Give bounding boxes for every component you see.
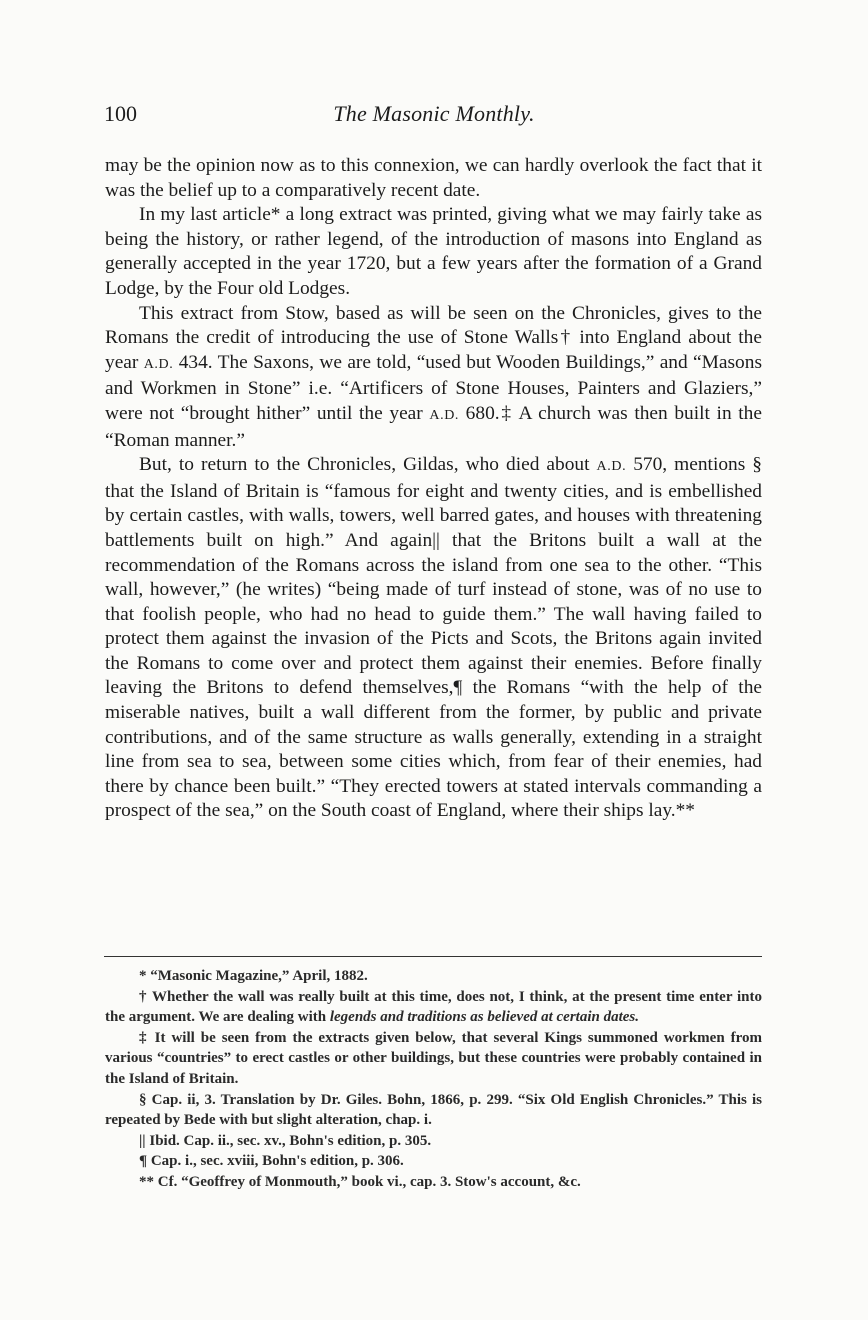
paragraph-1: may be the opinion now as to this connexion, we can hardly overlook the fact that it was the belief up to a comparatively recent date.: [105, 155, 762, 201]
footnotes: [105, 966, 762, 1193]
footnote-7: ** Cf. “Geoffrey of Monmouth,” book vi., cap. 3. Stow's account, &c.: [139, 1173, 581, 1190]
footnote-divider: [104, 956, 762, 957]
paragraph-3-text-c: 680.‡ A church was then built in the “Roman manner.”: [105, 402, 762, 451]
footnote-2-italic: legends and traditions as believed at certain dates.: [329, 1009, 640, 1026]
anno-domini-abbr: A.D.: [429, 407, 460, 423]
footnote-1: * “Masonic Magazine,” April, 1882.: [139, 968, 368, 984]
footnote-3: ‡ It will be seen from the extracts given below, that several Kings summoned workmen from various “countries” to erect castles or other buildings, but these countries were probably contained in the Island of Britain.: [105, 1029, 762, 1087]
paragraph-3-text-a: This extract from Stow, based as will be seen on the Chronicles, gives to the Romans the credit of introducing the use of Stone Walls† into England about the year: [105, 302, 762, 373]
paragraph-4-text-b: 570, mentions § that the Island of Britain is “famous for eight and twenty cities, and is embellished by certain castles, with walls, towers, well barred gates, and houses with threatening battlements built on high.” And again|| that the Britons built a wall at the recommendation of the Romans across the island from one sea to the other. “This wall, however,” (he writes) “being made of turf instead of stone, was of no use to that foolish people, who had no head to guide them.” The wall having failed to protect them against the invasion of the Picts and Scots, the Britons again invited the Romans to come over and protect them against their enemies. Before finally leaving the Britons to defend themselves,¶ the Romans “with the help of the miserable natives, built a wall different from the former, by public and private contributions, and of the same structure as walls generally, extending in a straight line from sea to sea, between some cities which, from fear of their enemies, had there by chance been built.” “They erected towers at stated intervals commanding a prospect of the sea,” on the South coast of England, where their ships lay.**: [105, 454, 762, 822]
journal-title: The Masonic Monthly.: [333, 101, 535, 126]
footnote-5: || Ibid. Cap. ii., sec. xv., Bohn's edition, p. 305.: [139, 1132, 432, 1149]
anno-domini-abbr: A.D.: [596, 459, 627, 475]
page-number: 100: [104, 101, 137, 126]
anno-domini-abbr: A.D.: [143, 356, 174, 372]
paragraph-3-text-b: 434. The Saxons, we are told, “used but Wooden Buildings,” and “Masons and Workmen in Stone” i.e. “Artificers of Stone Houses, Painters and Glaziers,” were not “brought hither” until the year: [105, 351, 762, 424]
footnote-4: § Cap. ii, 3. Translation by Dr. Giles. Bohn, 1866, p. 299. “Six Old English Chronicles.” This is repeated by Bede with but slight alteration, chap. i.: [105, 1091, 762, 1129]
paragraph-4-text-a: But, to return to the Chronicles, Gildas, who died about: [139, 454, 597, 476]
running-head: [104, 101, 764, 131]
paragraph-2: In my last article* a long extract was printed, giving what we may fairly take as being the history, or rather legend, of the introduction of masons into England as generally accepted in the year 1720, but a few years after the formation of a Grand Lodge, by the Four old Lodges.: [105, 204, 762, 299]
paragraph-3: [105, 302, 762, 454]
footnote-2: [105, 987, 762, 1028]
footnote-6: ¶ Cap. i., sec. xviii, Bohn's edition, p. 306.: [139, 1153, 404, 1170]
footnote-2-text: † Whether the wall was really built at this time, does not, I think, at the present time enter into the argument. We are dealing with: [105, 988, 762, 1026]
body-text: [105, 154, 762, 824]
paragraph-4: [105, 453, 762, 824]
